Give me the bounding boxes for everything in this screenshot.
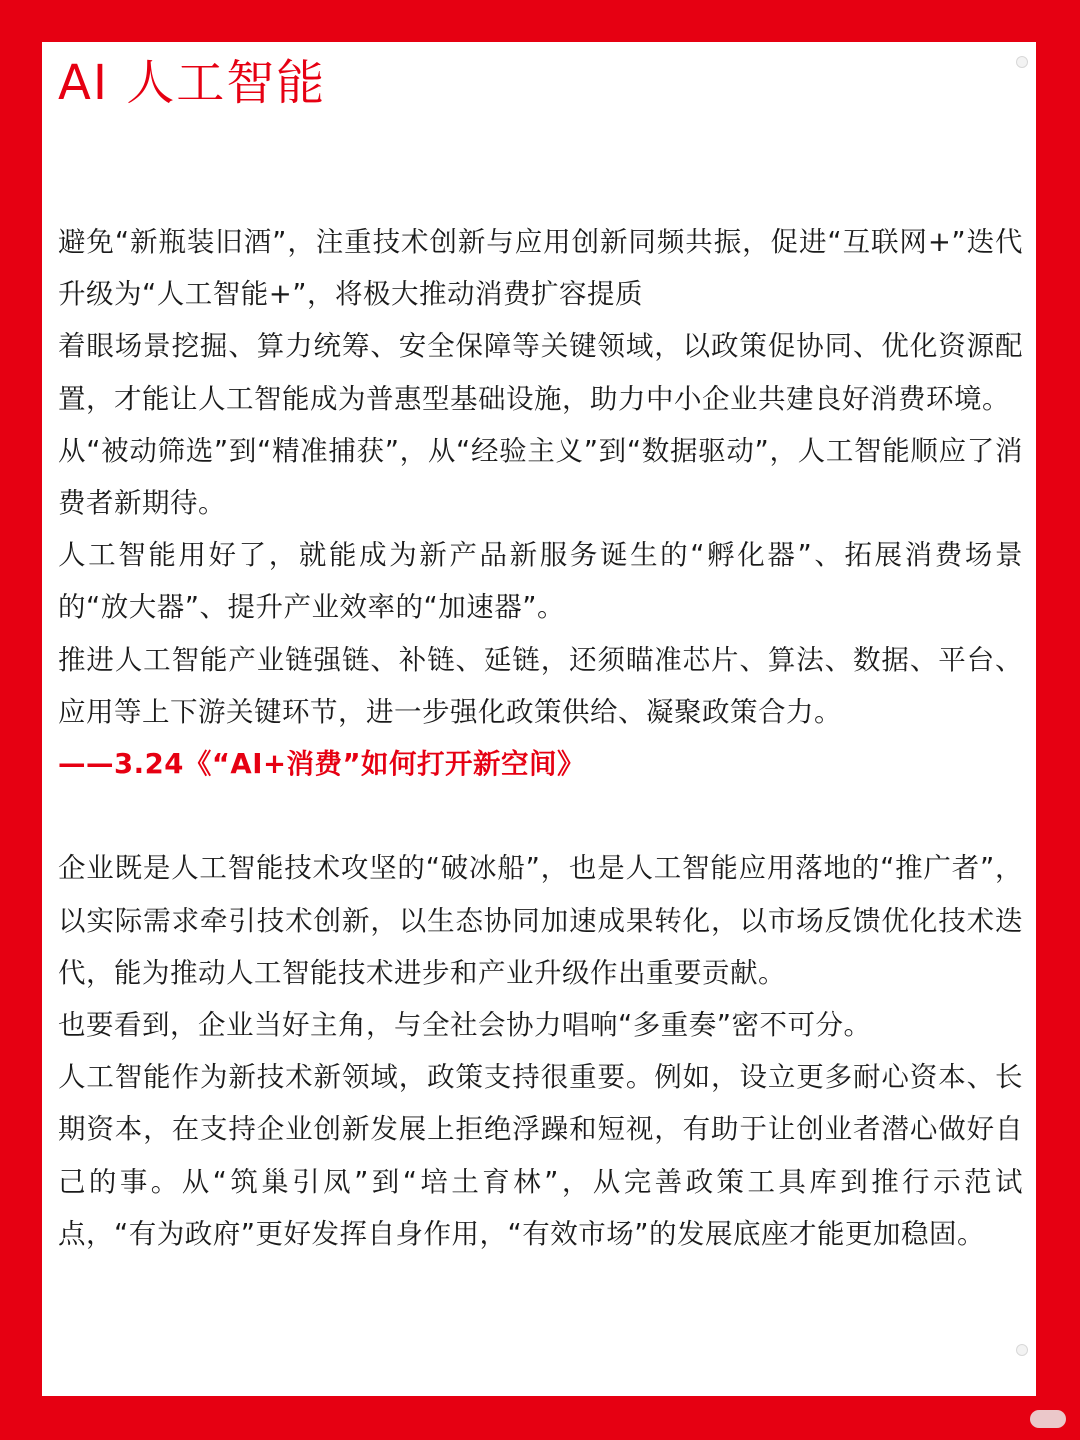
paragraph: 着眼场景挖掘、算力统筹、安全保障等关键领域，以政策促协同、优化资源配置，才能让人工智能成为普惠型基础设施，助力中小企业共建良好消费环境。 bbox=[58, 330, 1023, 415]
paragraph: 也要看到，企业当好主角，与全社会协力唱响“多重奏”密不可分。 bbox=[58, 1009, 872, 1042]
paragraph: 人工智能作为新技术新领域，政策支持很重要。例如，设立更多耐心资本、长期资本，在支持企业创新发展上拒绝浮躁和短视，有助于让创业者潜心做好自己的事。从“筑巢引凤”到“培土育林”，从完善政策工具库到推行示范试点，“有为政府”更好发挥自身作用，“有效市场”的发展底座才能更加稳固。 bbox=[58, 1061, 1023, 1250]
section-gap bbox=[58, 790, 1023, 842]
page-title: AI 人工智能 bbox=[58, 55, 327, 111]
paragraph: 避免“新瓶装旧酒”，注重技术创新与应用创新同频共振，促进“互联网+”迭代升级为“人工智能+”，将极大推动消费扩容提质 bbox=[58, 226, 1023, 311]
paragraph: 从“被动筛选”到“精准捕获”，从“经验主义”到“数据驱动”，人工智能顺应了消费者新期待。 bbox=[58, 434, 1023, 520]
paragraph: 推进人工智能产业链强链、补链、延链，还须瞄准芯片、算法、数据、平台、应用等上下游关键环节，进一步强化政策供给、凝聚政策合力。 bbox=[58, 643, 1023, 728]
corner-mark-icon bbox=[1016, 56, 1028, 68]
source-citation: ——3.24《“AI+消费”如何打开新空间》 bbox=[58, 748, 586, 781]
corner-mark-icon bbox=[1016, 1344, 1028, 1356]
content-card bbox=[42, 42, 1036, 1396]
watermark-logo bbox=[1030, 1410, 1066, 1428]
paragraph: 企业既是人工智能技术攻坚的“破冰船”，也是人工智能应用落地的“推广者”，以实际需求牵引技术创新，以生态协同加速成果转化，以市场反馈优化技术迭代，能为推动人工智能技术进步和产业升级作出重要贡献。 bbox=[58, 852, 1023, 989]
paragraph: 人工智能用好了，就能成为新产品新服务诞生的“孵化器”、拓展消费场景的“放大器”、提升产业效率的“加速器”。 bbox=[58, 539, 1023, 624]
article-body bbox=[58, 216, 1023, 1260]
